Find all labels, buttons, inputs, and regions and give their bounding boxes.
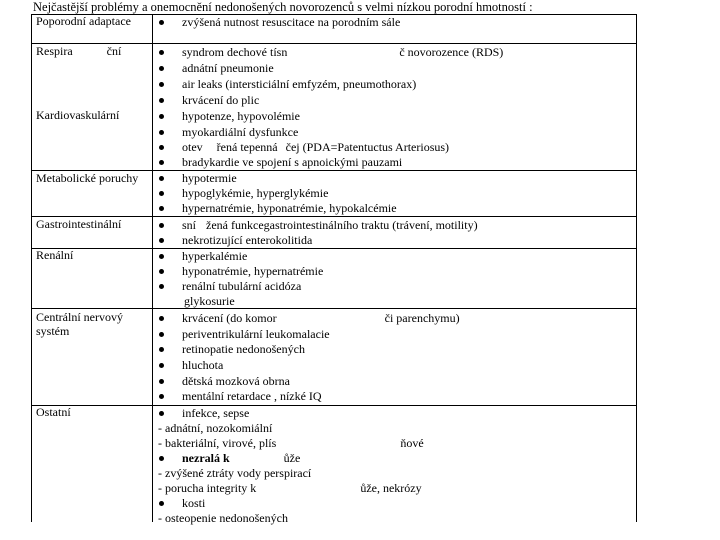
bullet-icon bbox=[159, 379, 164, 384]
bullet-icon bbox=[159, 191, 164, 196]
bullet-icon bbox=[159, 332, 164, 337]
category-metabol: Metabolické poruchy bbox=[36, 171, 139, 185]
list-item: hypotenze, hypovolémie bbox=[155, 108, 635, 124]
bullet-icon bbox=[159, 238, 164, 243]
page-title: Nejčastější problémy a onemocnění nedonošených novorozenců s velmi nízkou porodní hmotností : bbox=[33, 0, 533, 14]
bullet-icon bbox=[159, 160, 164, 165]
bullet-icon bbox=[159, 411, 164, 416]
bullet-icon bbox=[159, 223, 164, 228]
category-respirace: Respira ční bbox=[36, 44, 122, 58]
list-item: retinopatie nedonošených bbox=[155, 341, 635, 357]
list-item: air leaks (intersticiální emfyzém, pneumothorax) bbox=[155, 76, 635, 92]
list-item: periventrikulární leukomalacie bbox=[155, 326, 635, 342]
bullet-icon bbox=[159, 176, 164, 181]
list-item: hyperkalémie bbox=[155, 248, 635, 264]
list-item: hypotermie bbox=[155, 170, 635, 186]
list-item: otev řená tepenná čej (PDA=Patentuctus Arteriosus) bbox=[155, 139, 635, 155]
list-item: krvácení do plic bbox=[155, 92, 635, 108]
column-divider bbox=[152, 14, 153, 522]
category-ostatni: Ostatní bbox=[36, 405, 71, 419]
bullet-icon bbox=[159, 145, 164, 150]
table-border-left bbox=[31, 14, 32, 522]
list-item: sní žená funkcegastrointestinálního traktu (trávení, motility) bbox=[155, 217, 635, 233]
bullet-icon bbox=[159, 66, 164, 71]
bullet-icon bbox=[159, 347, 164, 352]
list-item: nezralá k ůže bbox=[155, 450, 635, 466]
list-item: infekce, sepse bbox=[155, 405, 635, 421]
list-item: bradykardie ve spojení s apnoickými pauzami bbox=[155, 154, 635, 170]
bullet-icon bbox=[159, 269, 164, 274]
list-item: renální tubulární acidóza bbox=[155, 278, 635, 294]
bullet-icon bbox=[159, 130, 164, 135]
list-item: myokardiální dysfunkce bbox=[155, 124, 635, 140]
category-gastro: Gastrointestinální bbox=[36, 217, 122, 231]
bullet-icon bbox=[159, 114, 164, 119]
list-item: - adnátní, nozokomiální bbox=[158, 421, 273, 435]
list-item: - porucha integrity k ůže, nekrózy bbox=[158, 481, 422, 495]
table-border-right bbox=[636, 14, 637, 522]
list-item: adnátní pneumonie bbox=[155, 60, 635, 76]
list-item: - bakteriální, virové, plís ňové bbox=[158, 436, 424, 450]
category-poporodni: Poporodní adaptace bbox=[36, 14, 131, 28]
list-item: - osteopenie nedonošených bbox=[158, 511, 288, 525]
list-item: hyponatrémie, hypernatrémie bbox=[155, 263, 635, 279]
bullet-icon bbox=[159, 20, 164, 25]
bullet-icon bbox=[159, 394, 164, 399]
bullet-icon bbox=[159, 363, 164, 368]
list-item: zvýšená nutnost resuscitace na porodním sále bbox=[155, 14, 635, 30]
bullet-icon bbox=[159, 206, 164, 211]
list-item: kosti bbox=[155, 495, 635, 511]
bullet-icon bbox=[159, 456, 164, 461]
category-cns: Centrální nervový systém bbox=[36, 310, 123, 338]
list-item: dětská mozková obrna bbox=[155, 373, 635, 389]
bullet-icon bbox=[159, 82, 164, 87]
list-item: nekrotizující enterokolitida bbox=[155, 232, 635, 248]
list-item: hypoglykémie, hyperglykémie bbox=[155, 185, 635, 201]
list-item: hypernatrémie, hyponatrémie, hypokalcémie bbox=[155, 200, 635, 216]
problems-table bbox=[31, 14, 637, 525]
bullet-icon bbox=[159, 284, 164, 289]
list-item: hluchota bbox=[155, 357, 635, 373]
list-item: krvácení (do komor či parenchymu) bbox=[155, 310, 635, 326]
bullet-icon bbox=[159, 254, 164, 259]
category-kardio: Kardiovaskulární bbox=[36, 108, 120, 122]
bullet-icon bbox=[159, 50, 164, 55]
bullet-icon bbox=[159, 316, 164, 321]
bullet-icon bbox=[159, 98, 164, 103]
list-item: glykosurie bbox=[184, 294, 235, 308]
bullet-icon bbox=[159, 501, 164, 506]
list-item: - zvýšené ztráty vody perspirací bbox=[158, 466, 312, 480]
list-item: mentální retardace , nízké IQ bbox=[155, 388, 635, 404]
category-renal: Renální bbox=[36, 248, 74, 262]
list-item: syndrom dechové tísn č novorozence (RDS) bbox=[155, 44, 635, 60]
